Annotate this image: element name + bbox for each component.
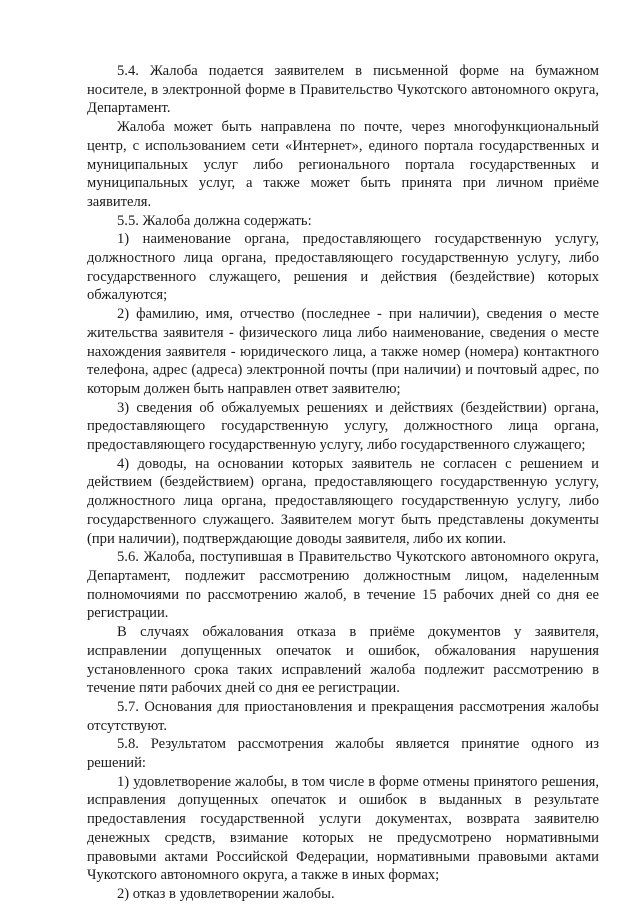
list-item-5-8-2: 2) отказ в удовлетворении жалобы.: [117, 885, 335, 902]
list-item-5-5-2: 2) фамилию, имя, отчество (последнее - при наличии), сведения о месте жительства заявителя - физического лица либо наименование, сведения о месте нахождения заявителя - юридического лица, а также номер (номера) контактного телефона, адрес (адреса) электронной почты (при наличии) и почтовый адрес, по которым должен быть направлен ответ заявителю;: [87, 306, 599, 397]
paragraph-refusal-cases: В случаях обжалования отказа в приёме документов у заявителя, исправлении допущенных опечаток и ошибок, обжалования нарушения установленного срока таких исправлений жалоба подлежит рассмотрению в течение пяти рабочих дней со дня ее регистрации.: [87, 624, 599, 697]
paragraph-5-4: 5.4. Жалоба подается заявителем в письменной форме на бумажном носителе, в электронной форме в Правительство Чукотского автономного округа, Департамент.: [87, 63, 599, 117]
paragraph-submission-channels: Жалоба может быть направлена по почте, через многофункциональный центр, с использованием сети «Интернет», единого портала государственных и муниципальных услуг либо регионального портала государственных и муниципальных услуг, а также может быть принята при личном приёме заявителя.: [87, 119, 599, 210]
list-item-5-8-1: 1) удовлетворение жалобы, в том числе в форме отмены принятого решения, исправления допущенных опечаток и ошибок в выданных в результате предоставления государственной услуги документах, возврата заявителю денежных средств, взимание которых не предусмотрено нормативными правовыми актами Российской Федерации, нормативными правовыми актами Чукотского автономного округа, а также в иных формах;: [87, 773, 599, 884]
paragraph-5-7: 5.7. Основания для приостановления и прекращения рассмотрения жалобы отсутствуют.: [87, 698, 599, 734]
paragraph-5-8: 5.8. Результатом рассмотрения жалобы является принятие одного из решений:: [87, 736, 599, 772]
paragraph-5-6: 5.6. Жалоба, поступившая в Правительство Чукотского автономного округа, Департамент, подлежит рассмотрению должностным лицом, наделенным полномочиями по рассмотрению жалоб, в течение 15 рабочих дней со дня ее регистрации.: [87, 549, 599, 622]
list-item-5-5-1: 1) наименование органа, предоставляющего государственную услугу, должностного лица органа, предоставляющего государственную услугу, либо государственного служащего, решения и действия (бездействие) которых обжалуются;: [87, 231, 599, 304]
list-item-5-5-3: 3) сведения об обжалуемых решениях и действиях (бездействии) органа, предоставляющего государственную услугу, должностного лица органа, предоставляющего государственную услугу, либо государственного служащего;: [87, 399, 599, 454]
list-item-5-5-4: 4) доводы, на основании которых заявитель не согласен с решением и действием (бездействием) органа, предоставляющего государственную услугу, должностного лица органа, предоставляющего государственную услугу, либо государственного служащего. Заявителем могут быть представлены документы (при наличии), подтверждающие доводы заявителя, либо их копии.: [87, 455, 599, 547]
paragraph-5-5: 5.5. Жалоба должна содержать:: [117, 212, 312, 229]
